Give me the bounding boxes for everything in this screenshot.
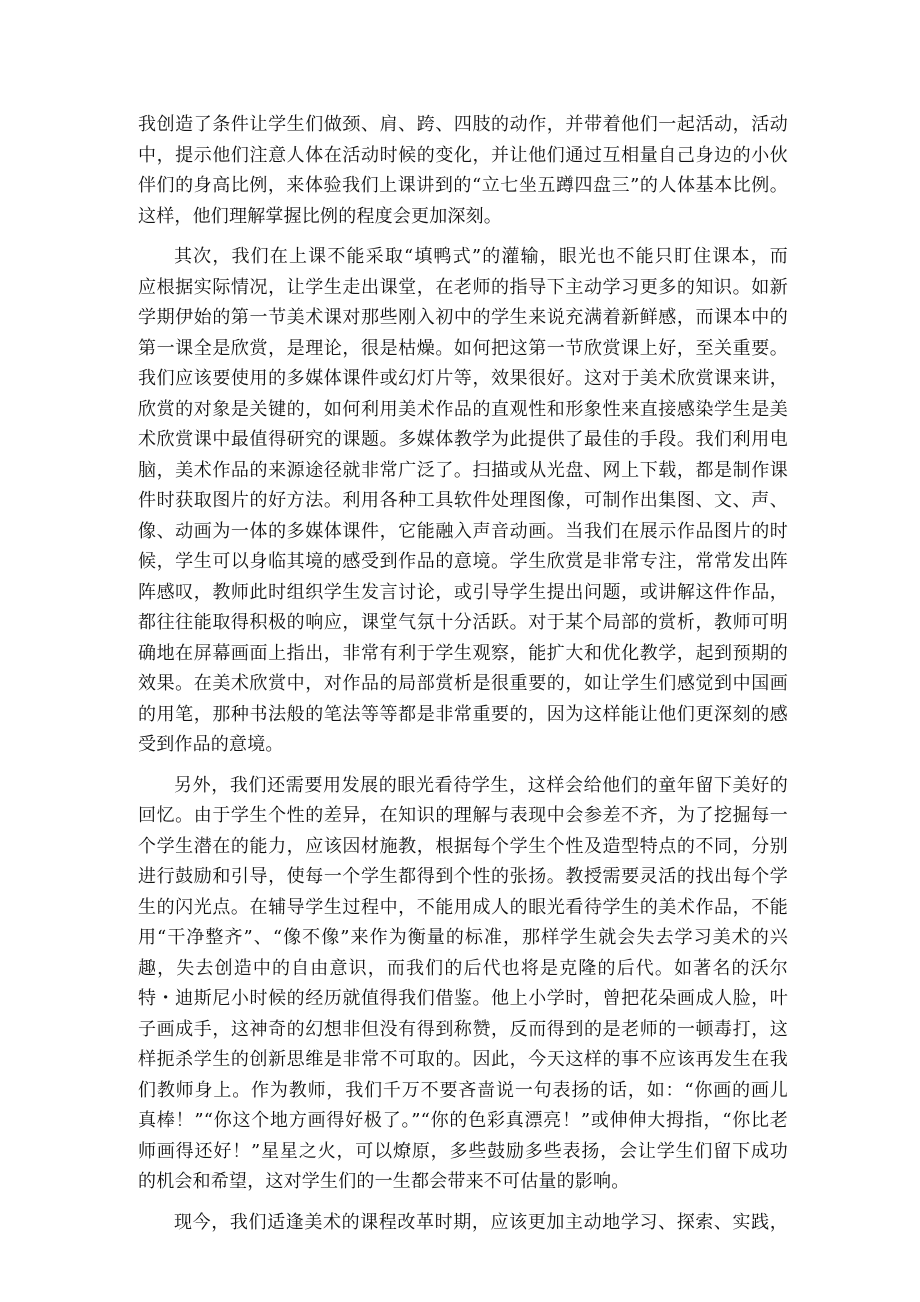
paragraph-1	[138, 110, 788, 232]
paragraph-2	[138, 242, 788, 761]
text-line: 欣赏的对象是关键的，如何利用美术作品的直观性和形象性来直接感染学生是美	[138, 398, 788, 420]
text-line: 伴们的身高比例，来体验我们上课讲到的“立七坐五蹲四盘三”的人体基本比例。	[138, 175, 788, 196]
text-line: 师画得还好！”星星之火，可以燎原，多些鼓励多些表扬，会让学生们留下成功	[138, 1140, 788, 1162]
text-line: 现今，我们适逢美术的课程改革时期，应该更加主动地学习、探索、实践，	[174, 1211, 788, 1233]
text-line: 特・迪斯尼小时候的经历就值得我们借鉴。他上小学时，曾把花朵画成人脸，叶	[138, 988, 788, 1009]
text-line: 件时获取图片的好方法。利用各种工具软件处理图像，可制作出集图、文、声、	[138, 490, 788, 511]
text-line: 中，提示他们注意人体在活动时候的变化，并让他们通过互相量自己身边的小伙	[138, 144, 788, 166]
text-line: 像、动画为一体的多媒体课件，它能融入声音动画。当我们在展示作品图片的时	[138, 520, 788, 542]
text-line: 效果。在美术欣赏中，对作品的局部赏析是很重要的，如让学生们感觉到中国画	[138, 673, 788, 694]
text-line: 样扼杀学生的创新思维是非常不可取的。因此，今天这样的事不应该再发生在我	[138, 1049, 788, 1070]
text-line: 这样，他们理解掌握比例的程度会更加深刻。	[138, 205, 502, 227]
text-line: 受到作品的意境。	[138, 734, 284, 755]
text-line: 子画成手，这神奇的幻想非但没有得到称赞，反而得到的是老师的一顿毒打，这	[138, 1018, 788, 1040]
text-line: 个学生潜在的能力，应该因材施教，根据每个学生个性及造型特点的不同，分别	[138, 835, 788, 857]
text-line: 趣，失去创造中的自由意识，而我们的后代也将是克隆的后代。如著名的沃尔	[138, 957, 788, 979]
text-line: 阵感叹，教师此时组织学生发言讨论，或引导学生提出问题，或讲解这件作品，	[138, 581, 788, 603]
text-line: 都往往能取得积极的响应，课堂气氛十分活跃。对于某个局部的赏析，教师可明	[138, 612, 788, 633]
text-line: 确地在屏幕画面上指出，非常有利于学生观察，能扩大和优化教学，起到预期的	[138, 642, 788, 664]
text-line: 我们应该要使用的多媒体课件或幻灯片等，效果很好。这对于美术欣赏课来讲，	[138, 368, 788, 389]
text-line: 脑，美术作品的来源途径就非常广泛了。扫描或从光盘、网上下载，都是制作课	[138, 459, 788, 481]
text-line: 候，学生可以身临其境的感受到作品的意境。学生欣赏是非常专注，常常发出阵	[138, 551, 788, 572]
text-line: 进行鼓励和引导，使每一个学生都得到个性的张扬。教授需要灵活的找出每个学	[138, 866, 788, 887]
paragraph-3	[138, 771, 788, 1198]
text-line: 回忆。由于学生个性的差异，在知识的理解与表现中会参差不齐，为了挖掘每一	[138, 805, 788, 826]
paragraph-4	[138, 1208, 788, 1239]
text-line: 另外，我们还需要用发展的眼光看待学生，这样会给他们的童年留下美好的	[174, 774, 788, 796]
text-line: 其次，我们在上课不能采取“填鸭式”的灌输，眼光也不能只盯住课本，而	[174, 246, 788, 267]
text-line: 的用笔，那种书法般的笔法等等都是非常重要的，因为这样能让他们更深刻的感	[138, 703, 788, 725]
text-line: 生的闪光点。在辅导学生过程中，不能用成人的眼光看待学生的美术作品，不能	[138, 896, 788, 918]
text-line: 第一课全是欣赏，是理论，很是枯燥。如何把这第一节欣赏课上好，至关重要。	[138, 337, 788, 359]
text-line: 用“干净整齐”、“像不像”来作为衡量的标准，那样学生就会失去学习美术的兴	[138, 927, 788, 948]
document-page	[138, 110, 788, 1248]
text-line: 的机会和希望，这对学生们的一生都会带来不可估量的影响。	[138, 1171, 630, 1192]
text-line: 们教师身上。作为教师，我们千万不要吝啬说一句表扬的话，如：“你画的画儿	[138, 1079, 788, 1101]
text-line: 学期伊始的第一节美术课对那些刚入初中的学生来说充满着新鲜感，而课本中的	[138, 307, 788, 328]
text-line: 真棒！”“你这个地方画得好极了。”“你的色彩真漂亮！”或伸伸大拇指，“你比老	[138, 1110, 788, 1131]
text-line: 术欣赏课中最值得研究的课题。多媒体教学为此提供了最佳的手段。我们利用电	[138, 429, 788, 450]
text-line: 我创造了条件让学生们做颈、肩、跨、四肢的动作，并带着他们一起活动，活动	[138, 114, 788, 135]
text-line: 应根据实际情况，让学生走出课堂，在老师的指导下主动学习更多的知识。如新	[138, 276, 788, 298]
